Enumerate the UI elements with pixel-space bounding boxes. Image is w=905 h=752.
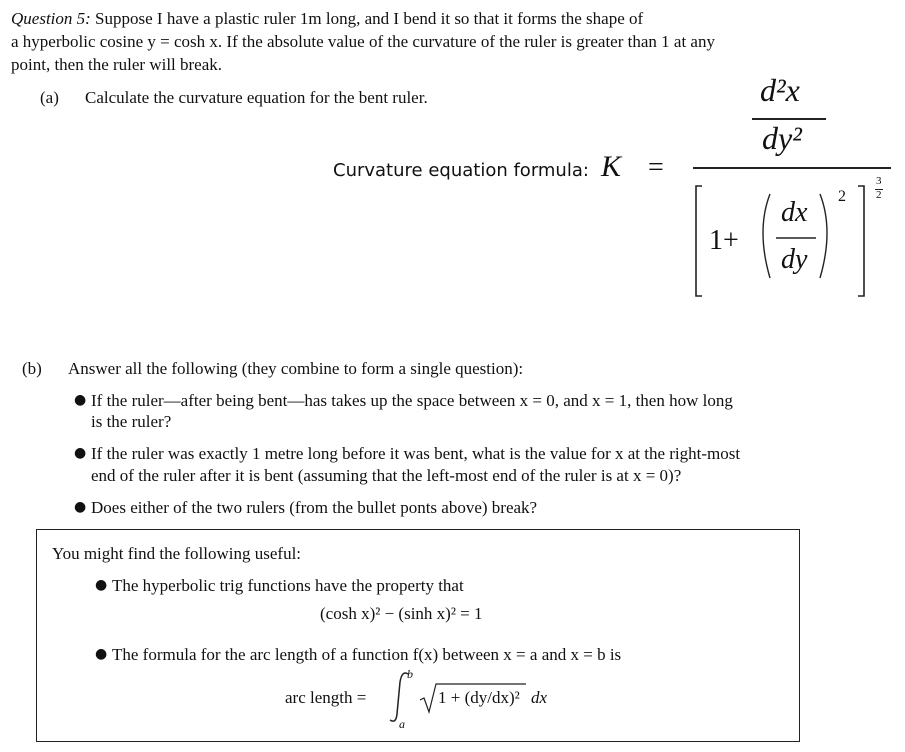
one-plus: 1+ (709, 225, 739, 256)
hint-1-text: The hyperbolic trig functions have the property that (112, 576, 464, 595)
part-a-text: Calculate the curvature equation for the bent ruler. (85, 88, 428, 107)
part-b-bullet-2-line-1: If the ruler was exactly 1 metre long before it was bent, what is the value for x at the right-most (91, 444, 741, 463)
question-text-1: Suppose I have a plastic ruler 1m long, and I bend it so that it forms the shape of (95, 9, 644, 28)
outer-exponent-bottom: 2 (876, 189, 882, 201)
part-a-label: (a) (40, 88, 59, 107)
integral-dx: dx (531, 688, 548, 707)
bullet-dot: ● (74, 445, 87, 461)
curvature-symbol: K (601, 150, 622, 183)
integral-upper-limit: b (407, 667, 413, 681)
part-b-bullet-2-line-2: end of the ruler after it is bent (assuming that the left-most end of the ruler is at x = 0)? (91, 466, 682, 485)
question-line-2: a hyperbolic cosine y = cosh x. If the absolute value of the curvature of the ruler is greater than 1 at any (11, 32, 715, 51)
part-b-label: (b) (22, 359, 42, 378)
bullet-dot: ● (95, 577, 108, 593)
question-line-3: point, then the ruler will break. (11, 55, 223, 74)
arc-length-label: arc length = (285, 688, 367, 707)
formula-label: Curvature equation formula: (333, 160, 589, 181)
question-line-1 (11, 8, 643, 30)
part-b-bullet-3-line-1: Does either of the two rulers (from the bullet ponts above) break? (91, 498, 538, 517)
question-label: Question 5: (11, 9, 91, 28)
hints-title: You might find the following useful: (52, 544, 302, 563)
inner-exponent: 2 (838, 188, 846, 205)
part-b-intro: Answer all the following (they combine to form a single question): (68, 359, 524, 378)
dx-term: dx (781, 197, 808, 228)
main-fraction-bar (693, 167, 891, 169)
bullet-dot: ● (74, 499, 87, 515)
equals-sign: = (648, 152, 664, 183)
part-b-bullet-1-line-2: is the ruler? (91, 412, 172, 431)
numerator-top: d²x (760, 72, 800, 108)
hint-2-text: The formula for the arc length of a function f(x) between x = a and x = b is (112, 645, 622, 664)
bullet-dot: ● (95, 646, 108, 662)
dy-term: dy (781, 244, 808, 275)
outer-exponent-top: 3 (876, 175, 882, 187)
part-b-bullet-1-line-1: If the ruler—after being bent—has takes up the space between x = 0, and x = 1, then how long (91, 391, 733, 410)
hint-identity: (cosh x)² − (sinh x)² = 1 (320, 604, 483, 623)
integral-lower-limit: a (399, 717, 405, 731)
numerator-bottom: dy² (762, 120, 802, 156)
integrand: 1 + (dy/dx)² (438, 688, 520, 707)
bullet-dot: ● (74, 392, 87, 408)
